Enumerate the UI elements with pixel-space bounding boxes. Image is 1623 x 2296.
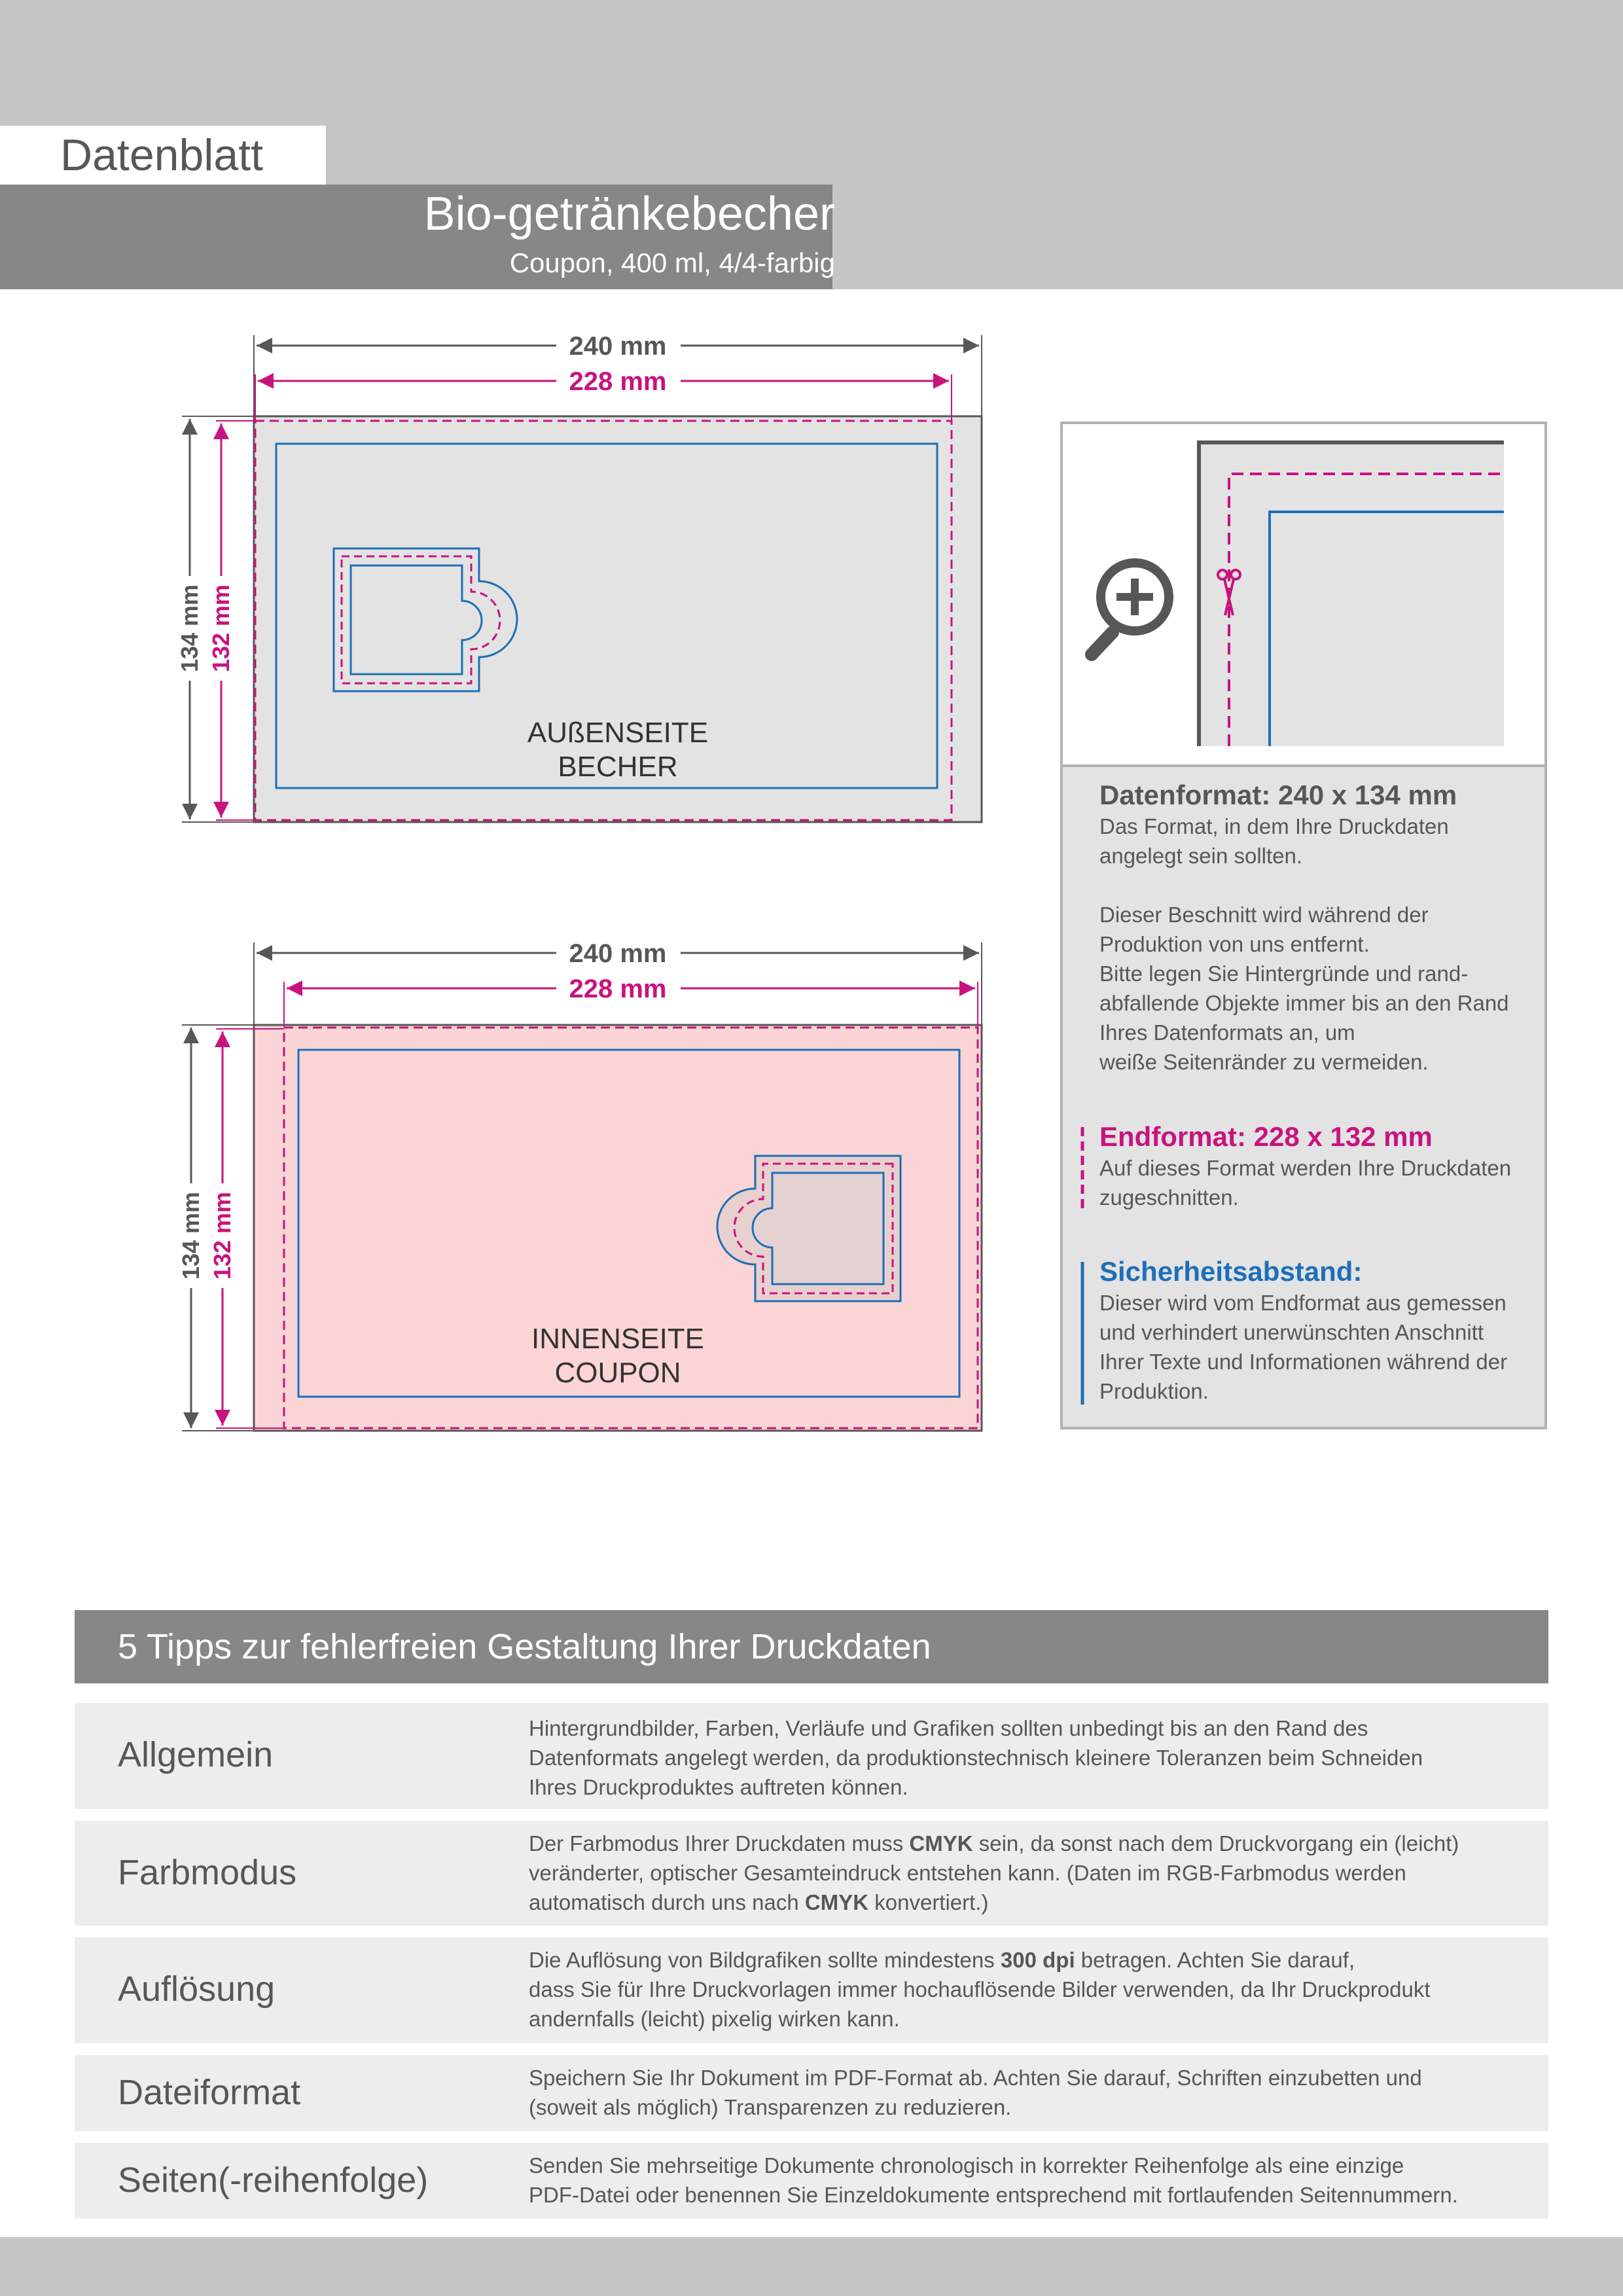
height-inner-label: 132 mm xyxy=(209,1191,236,1280)
panel-label-line2: COUPON xyxy=(554,1357,681,1389)
width-inner-label: 228 mm xyxy=(569,975,667,1003)
diagram-inner-side xyxy=(177,939,982,1431)
width-outer-label: 240 mm xyxy=(569,332,667,361)
tip-text-part: betragen. Achten Sie darauf, dass Sie für Ihre Druckvorlagen immer hochauflösende Bilder verwenden, da Ihr Druckprodukt andernfalls (leicht) pixelig wirken kann. xyxy=(529,1948,1431,2031)
info-sicherheit xyxy=(1099,1255,1551,1406)
sicherheit-body: Dieser wird vom Endformat aus gemessen und verhindert unerwünschten Anschnitt Ihrer Texte und Informationen während der Produktion. xyxy=(1099,1291,1508,1403)
tip-label: Farbmodus xyxy=(118,1853,297,1892)
tip-text: Hintergrundbilder, Farben, Verläufe und Grafiken sollten unbedingt bis an den Rand des Datenformats angelegt werden, da produktionstechnisch kleinere Toleranzen beim Schneiden Ihres Druckproduktes auftreten können. xyxy=(529,1716,1423,1799)
height-outer-label: 134 mm xyxy=(177,1191,204,1280)
width-outer-label: 240 mm xyxy=(569,939,667,968)
tip-text xyxy=(529,1945,1537,2034)
tip-row-allgemein xyxy=(75,1703,1548,1809)
datenblatt-label: Datenblatt xyxy=(60,130,263,180)
info-datenformat xyxy=(1099,779,1551,1077)
tip-text xyxy=(529,1829,1537,1917)
tip-text-part: sein, da sonst nach dem Druckvorgang ein (leicht) veränderter, optischer Gesamteindruck entstehen kann. (Daten im RGB-Farbmodus werden automatisch durch uns nach xyxy=(529,1831,1459,1914)
width-inner-label: 228 mm xyxy=(569,367,667,396)
endformat-body: Auf dieses Format werden Ihre Druckdaten zugeschnitten. xyxy=(1099,1156,1512,1210)
height-inner-label: 132 mm xyxy=(207,584,234,673)
tip-text-part: Der Farbmodus Ihrer Druckdaten muss xyxy=(529,1831,910,1856)
tip-label: Dateiformat xyxy=(118,2073,301,2112)
panel-label-line2: BECHER xyxy=(558,751,678,783)
panel-label-line1: AUßENSEITE xyxy=(527,717,709,749)
tip-label: Auflösung xyxy=(118,1969,276,2009)
cut-shape-safety xyxy=(753,1173,883,1284)
height-outer-label: 134 mm xyxy=(176,584,203,673)
corner-detail-area xyxy=(1199,442,1504,746)
tip-text-part: Die Auflösung von Bildgrafiken sollte mindestens xyxy=(529,1948,1001,1972)
tip-text: Speichern Sie Ihr Dokument im PDF-Format ab. Achten Sie darauf, Schriften einzubetten und (soweit als möglich) Transparenzen zu reduzieren. xyxy=(529,2066,1422,2119)
datenformat-heading: Datenformat: 240 x 134 mm xyxy=(1099,780,1457,810)
footer-band xyxy=(0,2237,1623,2296)
datenformat-body: Das Format, in dem Ihre Druckdaten angelegt sein sollten. Dieser Beschnitt wird während der Produktion von uns entfernt. Bitte legen Sie Hintergründe und rand- abfallende Objekte immer bis an den Rand Ihres Datenformats an, um weiße Seitenränder zu vermeiden. xyxy=(1099,814,1509,1074)
diagram-outer-side xyxy=(176,332,982,822)
tip-text-bold: 300 dpi xyxy=(1000,1948,1075,1972)
tip-row-aufloesung xyxy=(75,1937,1548,2043)
product-title: Bio-getränkebecher xyxy=(423,188,835,240)
tips-title: 5 Tipps zur fehlerfreien Gestaltung Ihrer Druckdaten xyxy=(118,1627,931,1666)
tip-text-bold: CMYK xyxy=(804,1890,869,1914)
tip-label: Seiten(-reihenfolge) xyxy=(118,2161,429,2200)
panel-label-line1: INNENSEITE xyxy=(531,1323,705,1355)
product-subtitle: Coupon, 400 ml, 4/4-farbig xyxy=(509,247,835,278)
tip-row-seiten xyxy=(75,2143,1548,2219)
tip-row-farbmodus xyxy=(75,1821,1548,1926)
tip-label: Allgemein xyxy=(118,1735,274,1774)
sicherheit-heading: Sicherheitsabstand: xyxy=(1099,1256,1363,1287)
endformat-heading: Endformat: 228 x 132 mm xyxy=(1099,1121,1433,1152)
tip-text-bold: CMYK xyxy=(909,1831,973,1856)
info-endformat xyxy=(1099,1121,1551,1212)
tip-text-part: konvertiert.) xyxy=(868,1890,989,1914)
tip-text: Senden Sie mehrseitige Dokumente chronologisch in korrekter Reihenfolge als eine einzige PDF-Datei oder benennen Sie Einzeldokumente entsprechend mit fortlaufenden Seitennummern. xyxy=(529,2153,1458,2207)
tip-row-dateiformat xyxy=(75,2055,1548,2131)
